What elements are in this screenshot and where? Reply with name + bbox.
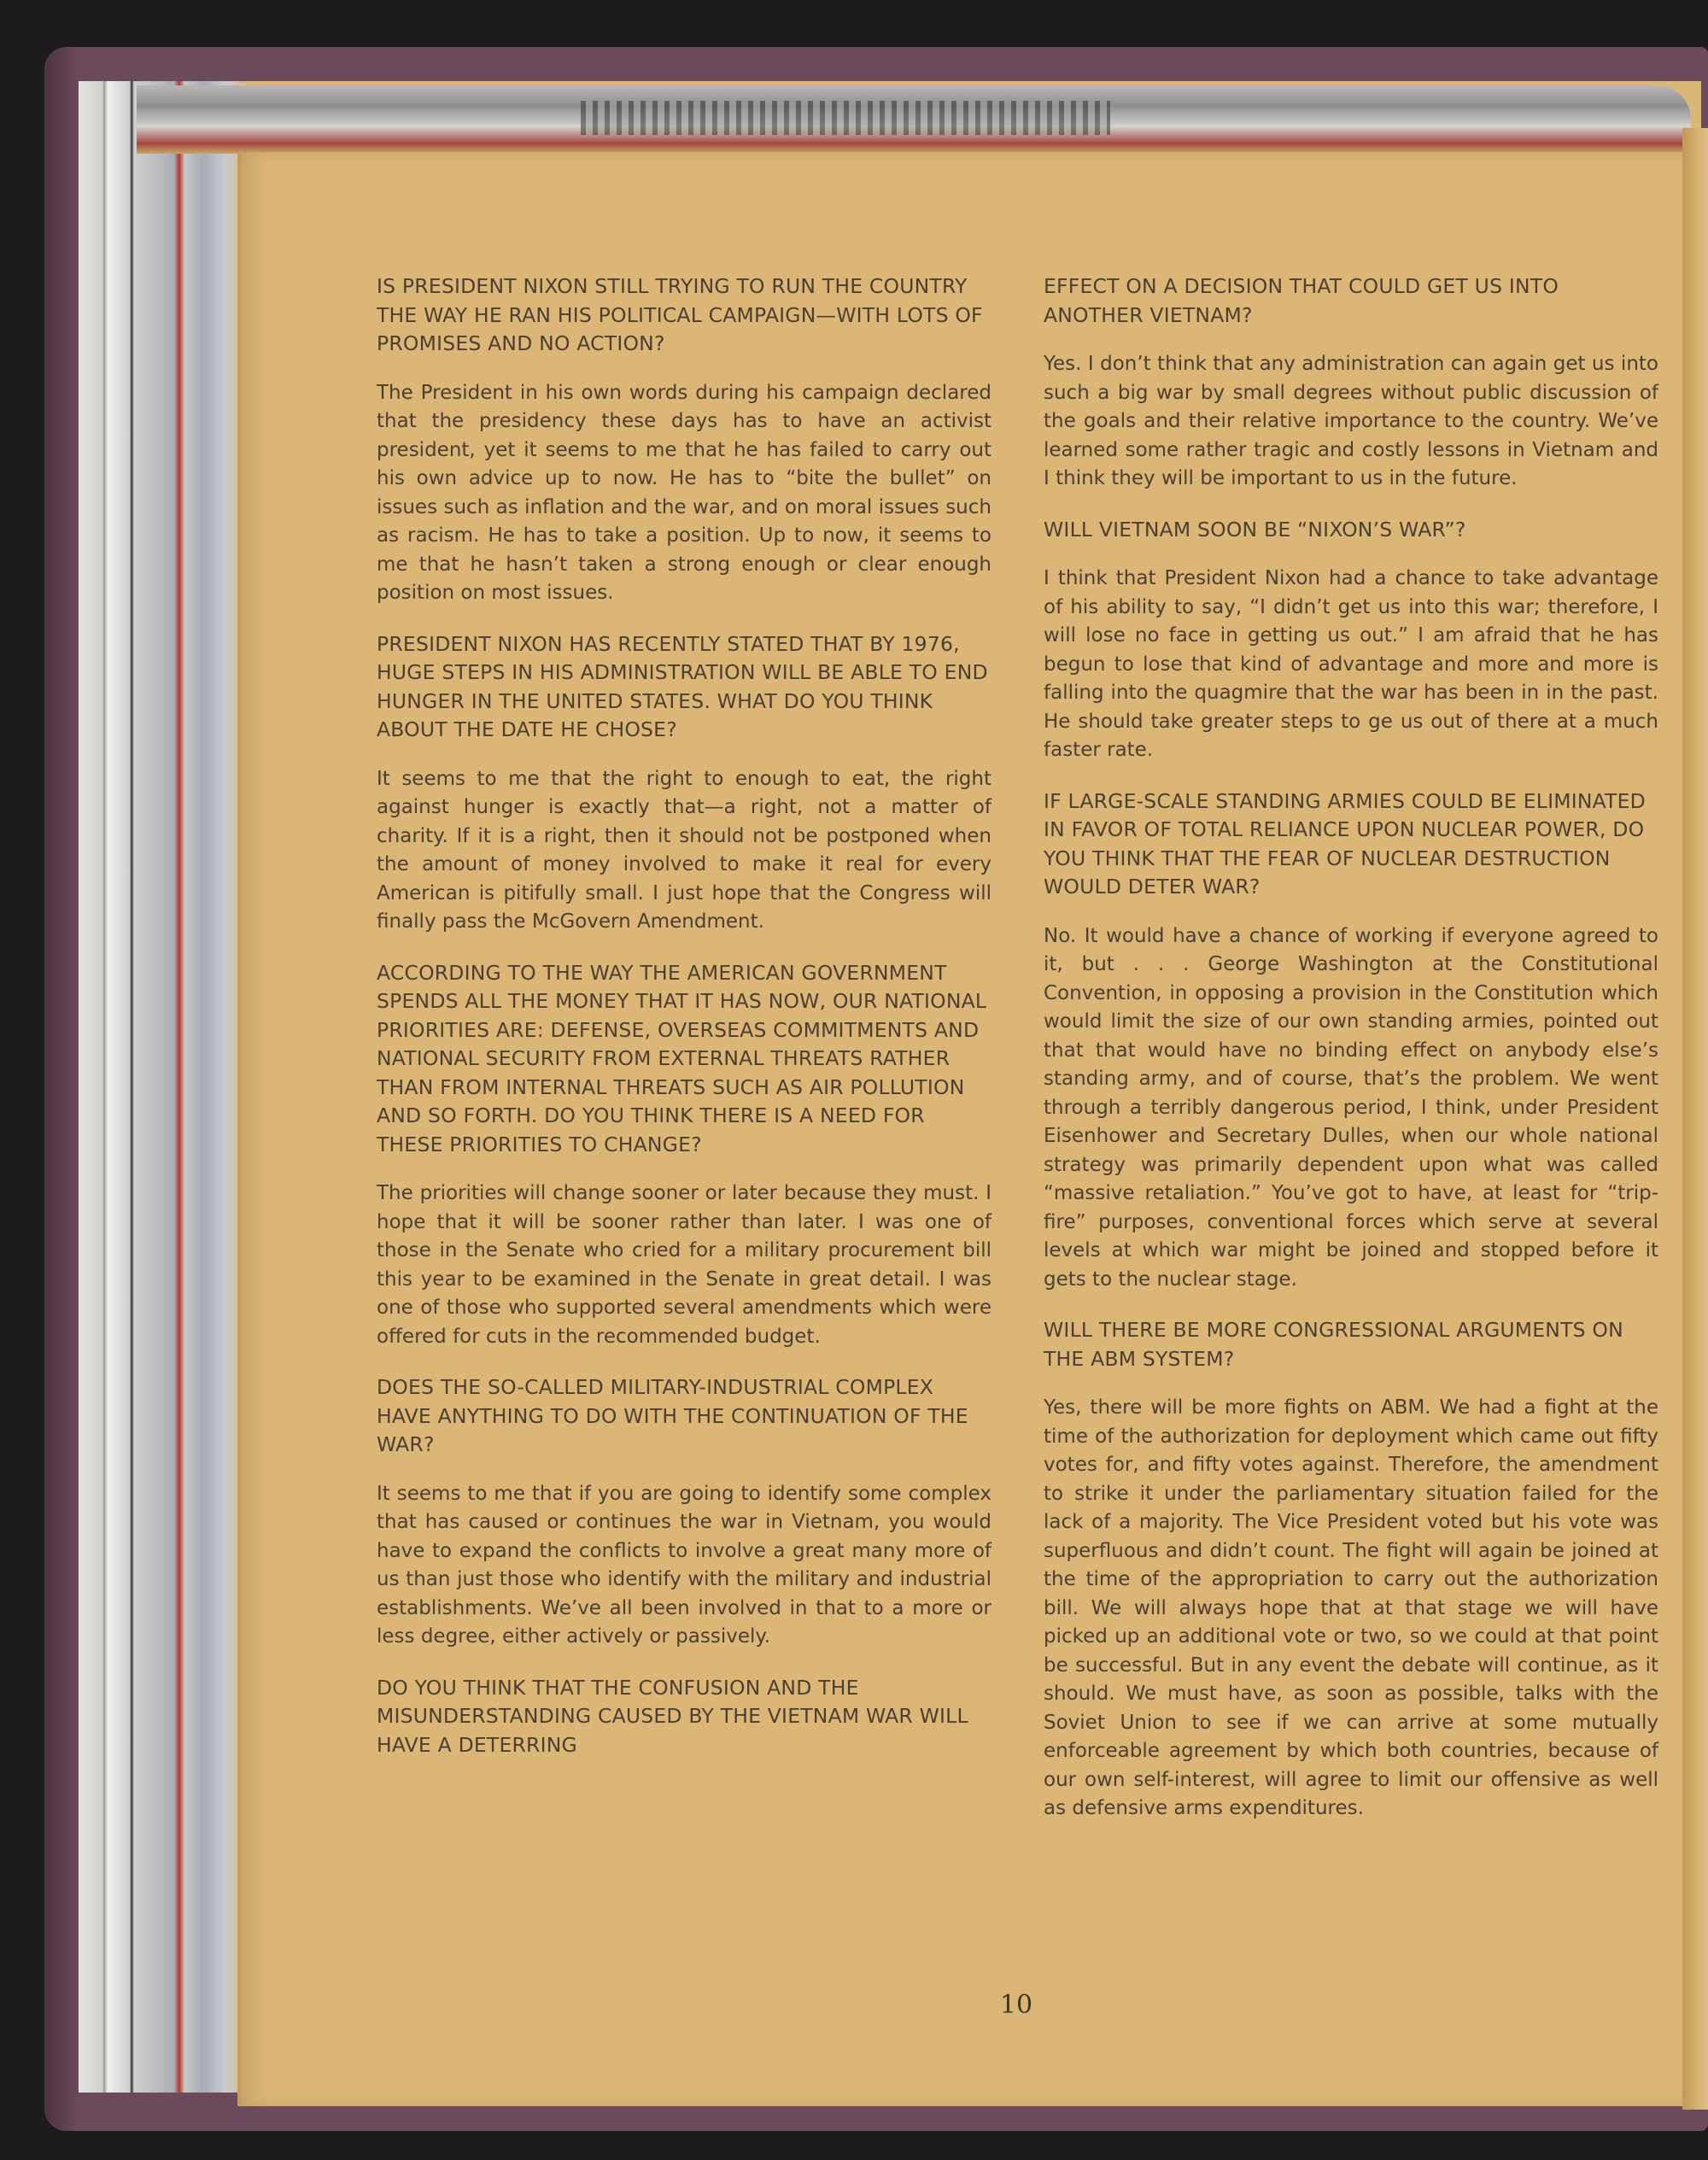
interview-answer: Yes. I don’t think that any administration can again get us into such a big war by small degrees without public discussion of the goals and their relative importance to the country. We’ve learned some rather tragic and costly lessons in Vietnam and I think they will be important to us in the future. — [1044, 353, 1658, 489]
interview-question: PRESIDENT NIXON HAS RECENTLY STATED THAT BY 1976, HUGE STEPS IN HIS ADMINISTRATION WILL BE ABLE TO END HUNGER IN THE UNITED STATES. WHAT DO YOU THINK ABOUT THE DATE HE CHOSE? — [377, 631, 988, 741]
next-page-edge — [1682, 128, 1708, 2110]
interview-answer: I think that President Nixon had a chance to take advantage of his ability to say, “I didn’t get us into this war; therefore, I will lose no face in getting us out.” I am afraid that he has begun to lose that kind of advantage and more and more is falling into the quagmire that the war has been in in the past. He should take greater steps to ge us out of there at a much faster rate. — [1044, 567, 1658, 761]
interview-answer: Yes, there will be more fights on ABM. We had a fight at the time of the authorization for deployment which came out fifty votes for, and fifty votes against. Therefore, the amendment to strike it under the parliamentary situation failed for the lack of a majority. The Vice President voted but his vote was superfluous and didn’t count. The fight will again be joined at the time of the appropriation to carry out the authorization bill. We will always hope that at that stage we will have picked up an additional vote or two, so we could at that point be successful. But in any event the debate will continue, as it should. We must have, as soon as possible, talks with the Soviet Union to see if we can arrive at some mutually enforceable agreement by which both countries, because of our own self-interest, will agree to limit our offensive as well as defensive arms expenditures. — [1044, 1396, 1658, 1819]
page-stack-top-band — [581, 101, 1110, 135]
interview-question: WILL THERE BE MORE CONGRESSIONAL ARGUMENTS ON THE ABM SYSTEM? — [1044, 1318, 1623, 1371]
left-column — [377, 272, 991, 1780]
interview-answer: The priorities will change sooner or later because they must. I hope that it will be sooner rather than later. I was one of those in the Senate who cried for a military procurement bill this year to be examined in the Senate in great detail. I was one of those who supported several amendments which were offered for cuts in the recommended budget. — [377, 1182, 991, 1348]
interview-question: DOES THE SO-CALLED MILITARY-INDUSTRIAL COMPLEX HAVE ANYTHING TO DO WITH THE CONTINUATION OF THE WAR? — [377, 1375, 968, 1456]
right-column — [1044, 272, 1658, 1846]
interview-answer: It seems to me that the right to enough to eat, the right against hunger is exactly that—a right, not a matter of charity. If it is a right, then it should not be postponed when the amount of money involved to make it real for every American is pitifully small. I just hope that the Congress will finally pass the McGovern Amendment. — [377, 767, 991, 933]
interview-answer: It seems to me that if you are going to identify some complex that has caused or continues the war in Vietnam, you would have to expand the conflicts to involve a great many more of us than just those who identify with the military and industrial establishments. We’ve all been involved in that to a more or less degree, either actively or passively. — [377, 1482, 991, 1648]
interview-question: IF LARGE-SCALE STANDING ARMIES COULD BE ELIMINATED IN FAVOR OF TOTAL RELIANCE UPON NUCLEAR POWER, DO YOU THINK THAT THE FEAR OF NUCLEAR DESTRUCTION WOULD DETER WAR? — [1044, 788, 1646, 899]
interview-question: EFFECT ON A DECISION THAT COULD GET US INTO ANOTHER VIETNAM? — [1044, 274, 1559, 327]
interview-question: ACCORDING TO THE WAY THE AMERICAN GOVERNMENT SPENDS ALL THE MONEY THAT IT HAS NOW, OUR NATIONAL PRIORITIES ARE: DEFENSE, OVERSEAS COMMITMENTS AND NATIONAL SECURITY FROM EXTERNAL THREATS RATHER THAN FROM INTERNAL THREATS SUCH AS AIR POLLUTION AND SO FORTH. DO YOU THINK THERE IS A NEED FOR THESE PRIORITIES TO CHANGE? — [377, 960, 987, 1156]
book-cover-edge — [44, 47, 79, 2131]
page-number: 10 — [999, 1990, 1033, 2020]
interview-answer: No. It would have a chance of working if everyone agreed to it, but . . . George Washington at the Constitutional Convention, in opposing a provision in the Constitution which would limit the size of our own standing armies, pointed out that that would have no binding effect on anybody else’s standing army, and of course, that’s the problem. We went through a terribly dangerous period, I think, under President Eisenhower and Secretary Dulles, when our whole national strategy was primarily dependent upon what was called “massive retaliation.” You’ve got to have, at least for “trip-fire” purposes, conventional forces which serve at several levels at which war might be joined and stopped before it gets to the nuclear stage. — [1044, 924, 1658, 1291]
interview-question: IS PRESIDENT NIXON STILL TRYING TO RUN THE COUNTRY THE WAY HE RAN HIS POLITICAL CAMPAIGN—WITH LOTS OF PROMISES AND NO ACTION? — [377, 274, 983, 355]
interview-question: WILL VIETNAM SOON BE “NIXON’S WAR”? — [1044, 517, 1466, 541]
interview-question: DO YOU THINK THAT THE CONFUSION AND THE MISUNDERSTANDING CAUSED BY THE VIETNAM WAR WILL HAVE A DETERRING — [377, 1675, 968, 1757]
interview-answer: The President in his own words during his campaign declared that the presidency these days has to have an activist president, yet it seems to me that he has failed to carry out his own advice up to now. He has to “bite the bullet” on issues such as inflation and the war, and on moral issues such as racism. He has to take a position. Up to now, it seems to me that he hasn’t taken a strong enough or clear enough position on most issues. — [377, 381, 991, 604]
